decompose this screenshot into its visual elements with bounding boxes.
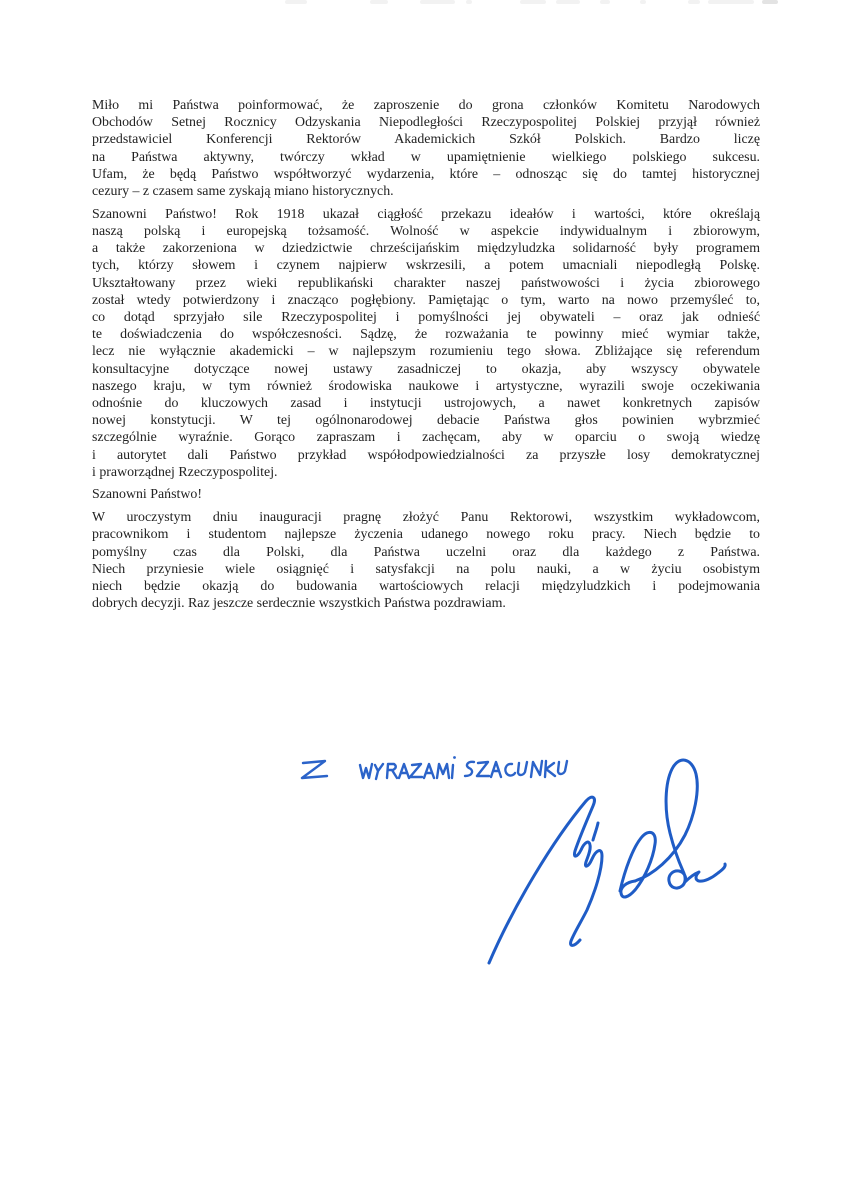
text-line: lecz nie wyłącznie akademicki – w najlepszym rozumieniu tego słowa. Zbliżające się referendum xyxy=(92,344,760,360)
text-line: Miło mi Państwa poinformować, że zaproszenie do grona członków Komitetu Narodowych xyxy=(92,98,760,113)
text-line: W uroczystym dniu inauguracji pragnę złożyć Panu Rektorowi, wszystkim wykładowcom, xyxy=(92,510,760,526)
paragraph xyxy=(92,486,760,503)
text-line: naszą polską i europejską tożsamość. Wolność w aspekcie indywidualnym i zbiorowym, xyxy=(92,223,760,239)
text-line: Niech przyniesie wiele osiągnięć i satysfakcji na polu nauki, a w życiu osobistym xyxy=(92,561,760,577)
text-line: został wtedy potwierdzony i znacząco pogłębiony. Pamiętając o tym, warto na nowo przemyśleć to, xyxy=(92,292,760,308)
text-line: szczególnie wyraźnie. Gorąco zapraszam i zachęcam, aby w oparciu o swoją wiedzę xyxy=(92,430,760,446)
closing-block xyxy=(288,742,748,974)
letter-body xyxy=(92,97,760,618)
paragraph xyxy=(92,97,760,200)
paragraph xyxy=(92,206,760,481)
text-line: nowej konstytucji. W tej ogólnonarodowej debacie Państwa głos powinien wybrzmieć xyxy=(92,413,760,429)
handwritten-closing xyxy=(302,756,567,779)
text-line: i autorytet dali Państwo przykład współodpowiedzialności za przyszłe losy demokratycznej xyxy=(92,447,760,463)
text-line: na Państwa aktywny, twórczy wkład w upamiętnienie wielkiego polskiego sukcesu. xyxy=(92,149,760,165)
text-line: Szanowni Państwo! xyxy=(92,487,202,503)
text-line: a także zakorzeniona w dziedzictwie chrześcijańskim międzyludzka solidarność były programem xyxy=(92,241,760,257)
text-line: niech będzie okazją do budowania wartościowych relacji międzyludzkich i podejmowania xyxy=(92,578,760,594)
text-line: tych, którzy słowem i czynem najpierw wskrzesili, a potem umacniali niepodległą Polskę. xyxy=(92,258,760,274)
text-line: Obchodów Setnej Rocznicy Odzyskania Niepodległości Rzeczypospolitej Polskiej przyjął również xyxy=(92,115,760,131)
text-line: pomyślny czas dla Polski, dla Państwa uczelni oraz dla każdego z Państwa. xyxy=(92,544,760,560)
text-line: naszego kraju, w tym również środowiska naukowe i artystyczne, wyrazili swoje oczekiwania xyxy=(92,378,760,394)
signature xyxy=(489,760,725,963)
text-line: przedstawiciel Konferencji Rektorów Akademickich Szkół Polskich. Bardzo liczę xyxy=(92,132,760,148)
text-line: pracownikom i studentom najlepsze życzenia udanego nowego roku pracy. Niech będzie to xyxy=(92,527,760,543)
text-line: odnośnie do kluczowych zasad i instytucji ustrojowych, a nawet konkretnych zapisów xyxy=(92,395,760,411)
paragraph xyxy=(92,509,760,612)
text-line: Ukształtowany przez wieki republikański charakter naszej państwowości i życia zbiorowego xyxy=(92,275,760,291)
text-line: dobrych decyzji. Raz jeszcze serdecznie wszystkich Państwa pozdrawiam. xyxy=(92,596,506,612)
text-line: i praworządnej Rzeczypospolitej. xyxy=(92,464,278,480)
text-line: cezury – z czasem same zyskają miano historycznych. xyxy=(92,184,394,200)
text-line: konsultacyjne dotyczące nowej ustawy zasadniczej to okazja, aby wszyscy obywatele xyxy=(92,361,760,377)
text-line: Szanowni Państwo! Rok 1918 ukazał ciągłość przekazu ideałów i wartości, które określają xyxy=(92,206,760,222)
text-line: co dotąd sprzyjało sile Rzeczypospolitej i pomyślności jej obywateli – oraz jak odnieść xyxy=(92,309,760,325)
scan-edge-artifacts xyxy=(0,0,848,6)
text-line: te doświadczenia do współczesności. Sądzę, że rozważania te powinny mieć wymiar także, xyxy=(92,327,760,343)
text-line: Ufam, że będą Państwo współtworzyć wydarzenia, które – odnosząc się do tamtej historycznej xyxy=(92,166,760,182)
closing-svg xyxy=(288,742,748,974)
